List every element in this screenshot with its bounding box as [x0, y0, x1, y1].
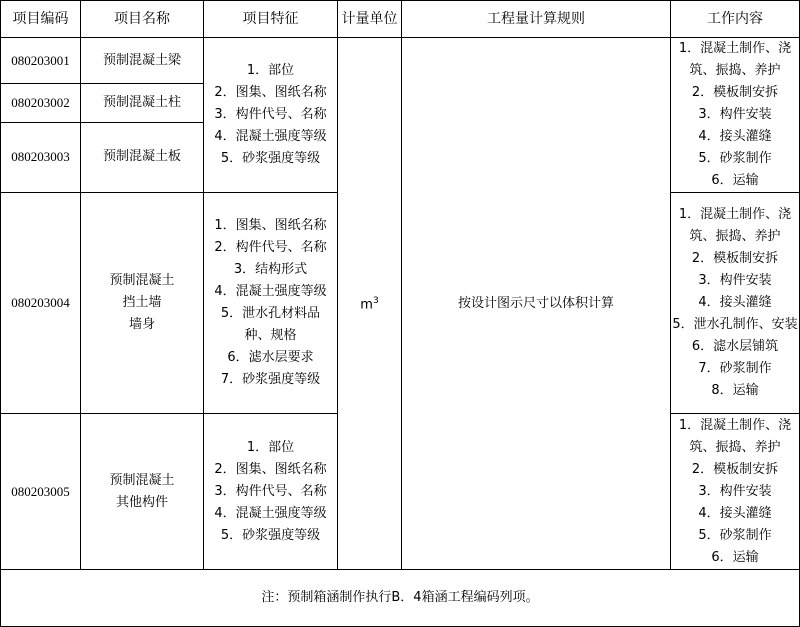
- header-work: 工作内容: [671, 1, 800, 38]
- work-line: 3．构件安装: [698, 483, 772, 499]
- work-line: 6．运输: [711, 549, 759, 565]
- feature-line: 1．部位: [246, 63, 295, 78]
- work-line: 5．泄水孔制作、安装: [672, 317, 798, 332]
- name-line: 其他构件: [115, 494, 168, 510]
- feature-line: 种、规格: [244, 328, 297, 343]
- work-line: 2．模板制安拆: [691, 85, 779, 100]
- feature-line: 2．构件代号、名称: [214, 240, 327, 255]
- feature-line: 5．泄水孔材料品: [220, 306, 321, 321]
- feature-line: 4．混凝土强度等级: [214, 505, 327, 521]
- feature-line: 1．部位: [246, 439, 295, 455]
- item-code: 080203003: [1, 122, 81, 192]
- features-cell: [204, 414, 338, 570]
- work-line: 1．混凝土制作、浇筑、振捣、养护: [678, 207, 792, 244]
- work-line: 6．运输: [711, 173, 759, 188]
- feature-line: 3．结构形式: [233, 262, 308, 277]
- work-line: 3．构件安装: [698, 273, 772, 288]
- work-line: 5．砂浆制作: [698, 151, 772, 166]
- work-line: 8．运输: [711, 383, 759, 398]
- work-line: 4．接头灌缝: [698, 129, 772, 144]
- item-name: 预制混凝土板: [81, 122, 204, 192]
- item-name: 预制混凝土柱: [81, 84, 204, 122]
- feature-line: 5．砂浆强度等级: [220, 527, 321, 543]
- work-line: 1．混凝土制作、浇筑、振捣、养护: [678, 41, 792, 78]
- feature-line: 3．构件代号、名称: [214, 483, 327, 499]
- feature-line: 4．混凝土强度等级: [214, 284, 327, 299]
- work-line: 1．混凝土制作、浇筑、振捣、养护: [678, 417, 792, 455]
- table-row: [1, 38, 800, 84]
- work-line: 2．模板制安拆: [691, 461, 779, 477]
- work-line: 6．滤水层铺筑: [691, 339, 779, 354]
- feature-line: 2．图集、图纸名称: [214, 461, 327, 477]
- work-line: 5．砂浆制作: [698, 527, 772, 543]
- feature-line: 4．混凝土强度等级: [214, 129, 327, 144]
- unit-superscript: 3: [372, 296, 379, 307]
- feature-line: 3．构件代号、名称: [214, 107, 327, 122]
- note-row: [1, 570, 800, 627]
- item-code: 080203005: [1, 414, 81, 570]
- item-name: 预制混凝土梁: [81, 38, 204, 84]
- feature-line: 6．滤水层要求: [227, 350, 314, 365]
- features-cell: [204, 38, 338, 193]
- item-name: [81, 414, 204, 570]
- header-features: 项目特征: [204, 1, 338, 38]
- work-cell: [671, 38, 800, 193]
- feature-line: 2．图集、图纸名称: [214, 85, 327, 100]
- item-name: [81, 193, 204, 414]
- work-cell: [671, 414, 800, 570]
- header-code: 项目编码: [1, 1, 81, 38]
- feature-line: 5．砂浆强度等级: [220, 151, 321, 166]
- work-line: 2．模板制安拆: [691, 251, 779, 266]
- unit-cell: [338, 38, 402, 570]
- work-line: 4．接头灌缝: [698, 295, 772, 310]
- item-code: 080203004: [1, 193, 81, 414]
- header-unit: 计量单位: [338, 1, 402, 38]
- name-line: 挡土墙: [122, 295, 162, 310]
- item-code: 080203001: [1, 38, 81, 84]
- header-name: 项目名称: [81, 1, 204, 38]
- work-cell: [671, 193, 800, 414]
- rule-cell: 按设计图示尺寸以体积计算: [402, 38, 671, 570]
- name-line: 墙身: [128, 317, 155, 332]
- name-line: 预制混凝土: [109, 273, 175, 288]
- features-cell: [204, 193, 338, 414]
- unit-base: m: [360, 297, 373, 313]
- work-line: 7．砂浆制作: [698, 361, 772, 376]
- work-line: 4．接头灌缝: [698, 505, 772, 521]
- name-line: 预制混凝土: [109, 472, 175, 488]
- feature-line: 7．砂浆强度等级: [220, 372, 321, 387]
- table-note: 注：预制箱涵制作执行B．4箱涵工程编码列项。: [1, 570, 800, 627]
- header-row: [1, 1, 800, 38]
- feature-line: 1．图集、图纸名称: [214, 218, 327, 233]
- item-code: 080203002: [1, 84, 81, 122]
- header-rule: 工程量计算规则: [402, 1, 671, 38]
- work-line: 3．构件安装: [698, 107, 772, 122]
